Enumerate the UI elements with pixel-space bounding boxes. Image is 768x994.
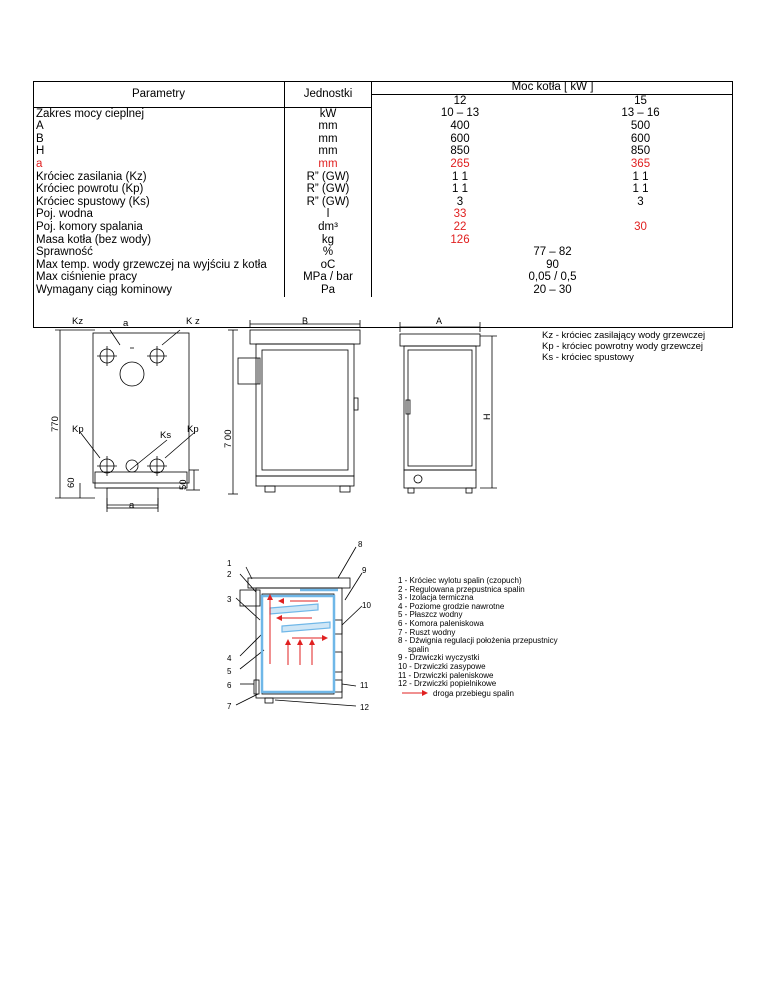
row-value-12: 126 (450, 233, 470, 246)
front-view (400, 322, 497, 493)
label-a-width: A (436, 316, 443, 326)
row-value-12: 1 1 (452, 183, 468, 196)
row-value-merged: 90 (546, 258, 559, 271)
row-value-12: 33 (453, 208, 467, 221)
callout-6: 6 (227, 681, 232, 690)
parts-legend-item: 10 - Drzwiczki zasypowe (398, 661, 486, 671)
parts-legend (398, 577, 558, 689)
header-power: Moc kotła [ kW ] (372, 81, 734, 94)
parts-legend-item: 2 - Regulowana przepustnica spalin (398, 584, 525, 594)
callout-7: 7 (227, 702, 232, 711)
row-name: Króciec spustowy (Ks) (33, 196, 285, 209)
row-unit: mm (285, 120, 372, 133)
label-60: 60 (66, 477, 77, 488)
row-unit: dm³ (285, 221, 372, 234)
row-name: a (33, 158, 285, 171)
label-ks: Ks (160, 430, 172, 441)
row-unit: mm (285, 145, 372, 158)
row-value-12: 400 (450, 120, 470, 133)
label-770: 770 (50, 416, 61, 432)
row-unit: mm (285, 133, 372, 146)
row-unit: R” (GW) (285, 196, 372, 209)
flue-legend-label: droga przebiegu spalin (433, 689, 514, 698)
top-view-labels (50, 316, 234, 511)
parts-legend-item: 5 - Płaszcz wodny (398, 610, 463, 620)
row-name: Zakres mocy cieplnej (33, 107, 285, 120)
row-name: Króciec powrotu (Kp) (33, 183, 285, 196)
row-unit: mm (285, 158, 372, 171)
callout-3: 3 (227, 595, 232, 604)
row-value-15: 13 – 16 (621, 107, 660, 120)
row-unit: Pa (285, 284, 372, 297)
callout-9: 9 (362, 566, 367, 575)
label-kp-left: Kp (72, 424, 84, 435)
row-name: Masa kotła (bez wody) (33, 234, 285, 247)
callout-10: 10 (362, 601, 371, 610)
row-unit: l (285, 208, 372, 221)
callout-2: 2 (227, 570, 232, 579)
label-h: H (482, 413, 492, 420)
legend-kp: Kp - króciec powrotny wody grzewczej (542, 341, 704, 352)
row-name: Poj. komory spalania (33, 221, 285, 234)
parts-legend-item: 12 - Drzwiczki popielnikowe (398, 679, 497, 689)
row-value-12: 600 (450, 132, 470, 145)
label-kz-right: K z (186, 316, 200, 327)
row-value-merged: 20 – 30 (533, 284, 572, 296)
row-unit: kg (285, 234, 372, 247)
row-value-merged: 0,05 / 0,5 (528, 271, 577, 284)
row-value-15: 850 (630, 145, 651, 158)
row-unit: kW (285, 107, 372, 120)
parts-legend-item: 6 - Komora paleniskowa (398, 618, 484, 628)
parts-legend-item: 3 - Izolacja termiczna (398, 593, 474, 603)
row-name: Króciec zasilania (Kz) (33, 171, 285, 184)
row-value-merged: 77 – 82 (533, 246, 572, 259)
row-value-15: 500 (630, 120, 651, 133)
row-name: H (33, 145, 285, 158)
parts-legend-item: spalin (408, 644, 429, 654)
header-params: Parametry (33, 81, 285, 107)
callout-8: 8 (358, 540, 363, 549)
label-50: 50 (178, 479, 189, 490)
row-value-12: 10 – 13 (440, 107, 480, 120)
parts-legend-item: 7 - Ruszt wodny (398, 627, 456, 637)
label-a-bottom: a (129, 500, 135, 511)
callout-4: 4 (227, 654, 232, 663)
row-value-15: 1 1 (632, 183, 649, 196)
row-value-12: 850 (450, 145, 470, 158)
row-value-15: 600 (630, 132, 651, 145)
side-view (238, 320, 360, 492)
row-name: A (33, 120, 285, 133)
parts-legend-item: 9 - Drzwiczki wyczystki (398, 653, 480, 663)
label-700: 7 00 (223, 429, 234, 448)
row-unit: oC (285, 259, 372, 272)
connector-legend (542, 330, 705, 363)
row-value-12: 3 (456, 195, 464, 208)
row-name: Max ciśnienie pracy (33, 271, 285, 284)
row-name: B (33, 133, 285, 146)
row-unit: % (285, 246, 372, 259)
row-name: Poj. wodna (33, 208, 285, 221)
parts-legend-item: 4 - Poziome grodzie nawrotne (398, 601, 505, 611)
legend-kz: Kz - króciec zasilający wody grzewczej (542, 330, 706, 341)
row-value-15: 3 (637, 195, 644, 208)
row-name: Sprawność (33, 246, 285, 259)
callout-12: 12 (360, 703, 369, 712)
row-name: Wymagany ciąg kominowy (33, 284, 285, 297)
flue-legend-arrow (402, 690, 428, 696)
row-value-15: 1 1 (632, 170, 649, 183)
callout-1: 1 (227, 559, 232, 568)
header-units: Jednostki (285, 81, 372, 107)
top-view (55, 330, 238, 512)
parts-legend-item: 1 - Króciec wylotu spalin (czopuch) (398, 576, 522, 585)
callout-11: 11 (360, 681, 369, 690)
row-name: Max temp. wody grzewczej na wyjściu z kotła (33, 259, 285, 272)
row-value-12: 265 (450, 158, 470, 171)
row-value-15: 365 (630, 158, 651, 171)
row-unit: R” (GW) (285, 183, 372, 196)
row-value-12: 22 (453, 221, 467, 234)
row-value-15: 30 (634, 221, 647, 234)
legend-ks: Ks - króciec spustowy (542, 352, 634, 363)
parts-legend-item: 8 - Dźwignia regulacji położenia przepustnicy (398, 636, 558, 646)
header-model-15: 15 (634, 94, 647, 107)
label-kp-right: Kp (187, 424, 199, 435)
label-a-top: a (123, 318, 129, 329)
callout-5: 5 (227, 667, 232, 676)
row-unit: R” (GW) (285, 171, 372, 184)
label-kz-left: Kz (72, 316, 84, 327)
parts-legend-item: 11 - Drzwiczki paleniskowe (398, 670, 494, 680)
row-value-12: 1 1 (452, 170, 468, 183)
label-b: B (302, 316, 309, 326)
row-unit: MPa / bar (285, 271, 372, 284)
header-model-12: 12 (453, 94, 467, 107)
